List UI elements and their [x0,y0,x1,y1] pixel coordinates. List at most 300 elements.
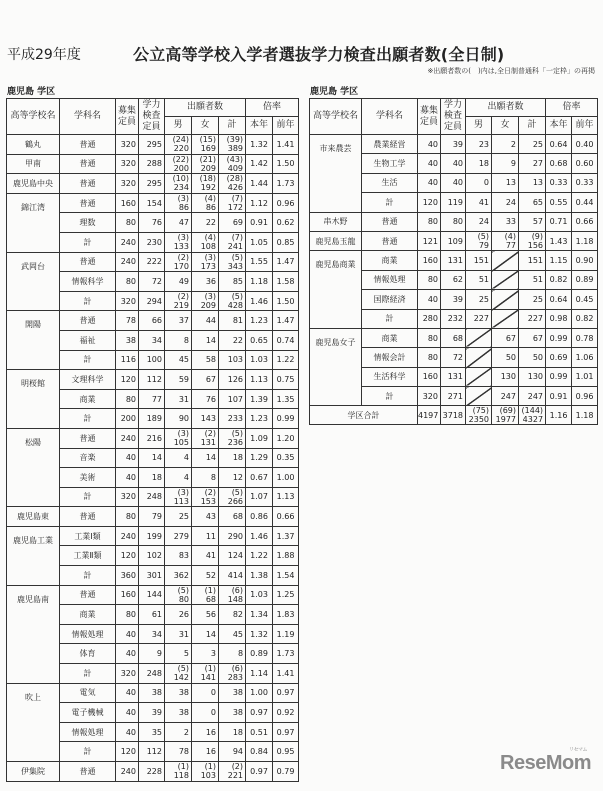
district-total-label: 学区合計 [310,406,418,425]
applicant-count: 343 [227,261,244,271]
cell-ratio-this-year: 0.71 [546,212,572,231]
quota-count: (24) [172,135,189,145]
cell-ratio-last-year: 0.97 [273,683,299,703]
cell-female: 50 [492,348,519,367]
col-school: 高等学校名 [7,99,60,135]
table-row [310,328,598,347]
col-applicants: 出願者数 [466,99,546,117]
quota-count: (7) [231,233,244,243]
cell-ratio-last-year: 1.13 [273,487,299,507]
cell-female: 58 [192,350,219,370]
cell-total: 8 [219,644,246,664]
cell-ratio-last-year: 1.73 [273,174,299,194]
cell-ratio-this-year: 1.23 [246,311,273,331]
applicant-count: 209 [200,301,216,311]
cell-male: 25 [165,507,192,527]
cell-ratio-this-year: 1.18 [246,272,273,292]
cell-capacity: 160 [418,251,441,270]
cell-exam-capacity: 34 [139,624,165,644]
year-label: 平成29年度 [7,47,81,63]
cell-ratio-this-year: 1.46 [246,291,273,311]
applicant-count: 153 [200,496,216,506]
cell-exam-capacity: 72 [441,348,466,367]
table-row [7,507,299,527]
cell-ratio-last-year: 0.96 [273,193,299,213]
cell-total: 290 [219,526,246,546]
cell-capacity: 121 [418,231,441,250]
cell-school-name: 甲南 [7,154,60,174]
cell-total [219,664,246,684]
cell-exam-capacity: 61 [139,605,165,625]
cell-exam-capacity: 3718 [441,406,466,425]
cell-female: 3 [192,644,219,664]
total-quota: (144) [521,406,544,416]
quota-count: (5) [231,429,244,439]
cell-ratio-last-year: 1.20 [273,428,299,448]
cell-male: 5 [165,644,192,664]
table-row [7,762,299,782]
quota-count: (7) [231,194,244,204]
cell-school-name: 鹿児島中央 [7,174,60,194]
cell-male: 8 [165,330,192,350]
cell-total: 25 [519,290,546,309]
col-last-year: 前年 [572,117,598,135]
cell-ratio-last-year: 0.66 [273,507,299,527]
cell-male [165,174,192,194]
cell-total: 151 [519,251,546,270]
cell-total: 25 [519,135,546,154]
cell-ratio-this-year: 0.55 [546,193,572,212]
cell-exam-capacity: 102 [139,546,165,566]
cell-male: 23 [466,135,492,154]
cell-ratio-this-year: 1.03 [246,350,273,370]
cell-capacity: 120 [116,546,139,566]
quota-count: (2) [177,292,189,302]
cell-capacity: 80 [116,605,139,625]
table-row [310,251,598,270]
cell-exam-capacity: 199 [139,526,165,546]
cell-dept-name: 計 [60,232,116,252]
cell-school-name: 鹿児島工業 [7,526,60,585]
quota-count: (2) [204,487,216,497]
cell-ratio-last-year: 0.85 [273,232,299,252]
quota-count: (1) [177,762,189,772]
cell-capacity: 40 [418,173,441,192]
cell-ratio-this-year: 1.32 [246,135,273,155]
cell-school-name: 鹿児島商業 [310,251,362,329]
cell-capacity: 320 [116,487,139,507]
cell-total [219,174,246,194]
cell-ratio-this-year: 0.97 [246,703,273,723]
cell-exam-capacity: 18 [139,468,165,488]
cell-exam-capacity: 271 [441,387,466,406]
cell-male: 90 [165,409,192,429]
cell-capacity: 160 [116,193,139,213]
cell-capacity: 80 [116,507,139,527]
female-quota: (69) [499,406,516,416]
cell-dept-name: 計 [60,742,116,762]
cell-exam-capacity: 131 [441,251,466,270]
cell-dept-name: 福祉 [60,330,116,350]
quota-count: (3) [177,429,189,439]
cell-school-name: 鹿児島南 [7,585,60,683]
cell-female [192,252,219,272]
cell-dept-name: 普通 [60,193,116,213]
cell-school-name: 開陽 [7,311,60,370]
cell-male: 26 [165,605,192,625]
cell-total: 50 [519,348,546,367]
cell-exam-capacity: 228 [139,762,165,782]
cell-capacity: 38 [116,330,139,350]
cell-ratio-last-year: 0.75 [273,370,299,390]
cell-dept-name: 商業 [60,389,116,409]
cell-dept-name: 電子機械 [60,703,116,723]
cell-ratio-last-year: 1.19 [273,624,299,644]
col-last-year: 前年 [273,117,299,135]
cell-exam-capacity: 131 [441,367,466,386]
cell-male [165,762,192,782]
applicant-count: 77 [505,241,516,251]
quota-count: (5) [177,664,189,674]
cell-capacity: 240 [116,252,139,272]
cell-female [192,291,219,311]
cell-capacity: 78 [116,311,139,331]
cell-capacity: 40 [116,448,139,468]
applicant-count: 389 [227,144,244,154]
cell-female [192,585,219,605]
cell-school-name: 鹿児島玉龍 [310,231,362,250]
cell-female [192,174,219,194]
applicant-count: 409 [227,163,244,173]
cell-dept-name: 普通 [60,252,116,272]
quota-count: (15) [199,135,216,145]
cell-ratio-last-year: 1.47 [273,252,299,272]
applicant-count: 266 [227,496,244,506]
cell-dept-name: 国際経済 [362,290,418,309]
applicant-count: 173 [200,261,216,271]
cell-exam-capacity: 40 [441,154,466,173]
cell-total [219,154,246,174]
col-female: 女 [492,117,519,135]
quota-count: (1) [204,664,216,674]
male-count: 2350 [468,415,489,425]
cell-school-name: 鹿児島女子 [310,328,362,406]
cell-total: 65 [519,193,546,212]
cell-male [165,291,192,311]
cell-total: 130 [519,367,546,386]
cell-ratio-this-year: 0.82 [546,270,572,289]
cell-ratio-this-year: 1.38 [246,566,273,586]
cell-male: 18 [466,154,492,173]
cell-exam-capacity: 189 [139,409,165,429]
cell-total: 124 [219,546,246,566]
cell-exam-capacity: 35 [139,722,165,742]
cell-male: 362 [165,566,192,586]
cell-ratio-this-year: 0.86 [246,507,273,527]
cell-ratio-last-year: 0.66 [572,212,598,231]
cell-female: 0 [192,683,219,703]
cell-total [219,291,246,311]
quota-count: (5) [177,585,189,595]
cell-ratio-this-year: 0.67 [246,468,273,488]
table-row [7,154,299,174]
cell-male-na [466,367,492,386]
cell-total [519,406,546,425]
applicant-count: 141 [200,673,216,683]
cell-dept-name: 計 [60,291,116,311]
cell-capacity: 80 [418,328,441,347]
cell-ratio-last-year: 0.45 [572,290,598,309]
applicant-count: 428 [227,301,244,311]
cell-exam-capacity: 248 [139,487,165,507]
cell-ratio-last-year: 0.99 [273,409,299,429]
cell-capacity: 80 [418,270,441,289]
table-row [7,135,299,155]
col-this-year: 本年 [246,117,273,135]
total-count: 4327 [522,415,544,425]
left-region-label: 鹿児島 学区 [7,87,56,97]
col-total: 計 [219,117,246,135]
cell-school-name: 鶴丸 [7,135,60,155]
cell-dept-name: 生物工学 [362,154,418,173]
cell-male: 38 [165,703,192,723]
cell-exam-capacity: 40 [441,173,466,192]
cell-ratio-this-year: 0.33 [546,173,572,192]
table-row [7,370,299,390]
applicant-count: 236 [227,438,244,448]
cell-exam-capacity: 66 [139,311,165,331]
cell-capacity: 160 [418,367,441,386]
cell-male: 49 [165,272,192,292]
cell-dept-name: 計 [362,193,418,212]
cell-ratio-this-year: 1.29 [246,448,273,468]
cell-ratio-this-year: 0.89 [246,644,273,664]
cell-ratio-this-year: 1.23 [246,409,273,429]
col-ratio: 倍率 [246,99,299,117]
cell-male [165,154,192,174]
applicant-count: 133 [173,242,189,252]
cell-capacity: 40 [116,624,139,644]
col-male: 男 [466,117,492,135]
cell-male: 45 [165,350,192,370]
resemom-logo [500,747,591,775]
cell-exam-capacity: 9 [139,644,165,664]
page-title: 公立高等学校入学者選抜学力検査出願者数(全日制) [133,45,505,64]
cell-capacity: 80 [116,272,139,292]
cell-ratio-last-year: 0.89 [572,270,598,289]
cell-dept-name: 普通 [60,428,116,448]
cell-female [192,193,219,213]
cell-ratio-this-year: 1.09 [246,428,273,448]
cell-female [192,664,219,684]
cell-exam-capacity: 79 [139,507,165,527]
cell-ratio-last-year: 1.25 [273,585,299,605]
cell-total: 13 [519,173,546,192]
cell-exam-capacity: 119 [441,193,466,212]
table-row [7,683,299,703]
cell-capacity: 320 [116,174,139,194]
quota-count: (6) [231,585,244,595]
applicant-count: 86 [178,203,189,213]
cell-exam-capacity: 39 [441,290,466,309]
cell-capacity: 320 [116,291,139,311]
cell-dept-name: 計 [60,566,116,586]
cell-ratio-last-year: 0.35 [273,448,299,468]
cell-dept-name: 理数 [60,213,116,233]
cell-ratio-this-year: 0.91 [246,213,273,233]
cell-ratio-last-year: 1.22 [273,350,299,370]
quota-count: (1) [204,585,216,595]
quota-count: (3) [177,194,189,204]
col-school: 高等学校名 [310,99,362,135]
applicant-count: 68 [205,594,216,604]
cell-total [219,135,246,155]
cell-dept-name: 計 [60,664,116,684]
cell-female: 0 [192,703,219,723]
cell-female: 11 [192,526,219,546]
cell-female: 33 [492,212,519,231]
cell-male: 31 [165,389,192,409]
cell-capacity: 280 [418,309,441,328]
cell-male: 2 [165,722,192,742]
cell-dept-name: 商業 [362,328,418,347]
cell-exam-capacity: 301 [139,566,165,586]
cell-exam-capacity: 294 [139,291,165,311]
cell-school-name: 伊集院 [7,762,60,782]
cell-ratio-last-year: 1.06 [572,348,598,367]
cell-exam-capacity: 39 [139,703,165,723]
cell-capacity: 200 [116,409,139,429]
cell-capacity: 80 [116,389,139,409]
cell-female: 13 [492,173,519,192]
cell-ratio-this-year: 0.99 [546,367,572,386]
quota-count: (22) [172,154,189,164]
cell-school-name: 武岡台 [7,252,60,311]
quota-count: (21) [199,154,216,164]
cell-ratio-this-year: 1.13 [246,370,273,390]
cell-dept-name: 計 [362,309,418,328]
cell-dept-name: 普通 [60,135,116,155]
cell-capacity: 320 [418,387,441,406]
applicant-count: 200 [173,163,189,173]
cell-ratio-last-year: 0.40 [572,135,598,154]
cell-ratio-last-year: 0.79 [273,762,299,782]
cell-total: 94 [219,742,246,762]
cell-total: 22 [219,330,246,350]
col-dept: 学科名 [60,99,116,135]
cell-ratio-last-year: 0.82 [572,309,598,328]
cell-dept-name: 美術 [60,468,116,488]
cell-exam-capacity: 14 [139,448,165,468]
cell-female: 36 [192,272,219,292]
cell-total: 27 [519,154,546,173]
cell-total: 68 [219,507,246,527]
cell-total: 107 [219,389,246,409]
cell-school-name: 串木野 [310,212,362,231]
quota-count: (28) [226,174,244,184]
quota-count: (3) [177,487,189,497]
cell-female [192,428,219,448]
cell-ratio-last-year: 1.47 [273,311,299,331]
applicant-count: 283 [227,673,244,683]
cell-ratio-last-year: 0.97 [273,722,299,742]
cell-ratio-this-year: 1.32 [246,624,273,644]
cell-total: 18 [219,448,246,468]
cell-capacity: 80 [418,348,441,367]
col-this-year: 本年 [546,117,572,135]
cell-ratio-last-year: 1.41 [273,664,299,684]
cell-ratio-this-year: 1.16 [546,406,572,425]
cell-ratio-last-year: 0.78 [572,328,598,347]
cell-capacity: 240 [116,526,139,546]
applicant-count: 86 [205,203,216,213]
col-female: 女 [192,117,219,135]
cell-exam-capacity: 77 [139,389,165,409]
quota-count: (5) [477,232,489,242]
cell-female: 8 [192,468,219,488]
cell-ratio-this-year: 0.91 [546,387,572,406]
applicant-count: 80 [178,594,189,604]
table-row [7,428,299,448]
cell-total [519,231,546,250]
cell-total [219,252,246,272]
cell-female: 56 [192,605,219,625]
quota-count: (43) [226,154,244,164]
cell-dept-name: 普通 [362,231,418,250]
applicant-count: 113 [173,496,189,506]
cell-total: 82 [219,605,246,625]
cell-exam-capacity: 38 [139,683,165,703]
cell-total [219,487,246,507]
cell-capacity: 40 [418,154,441,173]
table-row [310,212,598,231]
logo-text: ReseMom [500,752,591,774]
cell-capacity: 360 [116,566,139,586]
cell-exam-capacity: 80 [441,212,466,231]
quota-count: (9) [531,232,544,242]
cell-male [466,231,492,250]
cell-capacity: 240 [116,428,139,448]
cell-capacity: 240 [116,232,139,252]
cell-capacity: 320 [116,135,139,155]
cell-female: 247 [492,387,519,406]
cell-capacity: 240 [116,762,139,782]
cell-male [165,428,192,448]
cell-dept-name: 計 [60,350,116,370]
cell-capacity: 116 [116,350,139,370]
applicant-count: 192 [200,183,216,193]
cell-exam-capacity: 62 [441,270,466,289]
cell-male: 0 [466,173,492,192]
cell-exam-capacity: 230 [139,232,165,252]
cell-female: 2 [492,135,519,154]
cell-ratio-last-year: 1.01 [572,367,598,386]
cell-male: 51 [466,270,492,289]
cell-capacity: 4197 [418,406,441,425]
cell-exam-capacity: 295 [139,135,165,155]
cell-ratio-this-year: 1.12 [246,193,273,213]
quota-count: (6) [231,664,244,674]
cell-male: 151 [466,251,492,270]
applicant-count: 131 [200,438,216,448]
quota-count: (4) [204,194,216,204]
cell-female: 130 [492,367,519,386]
cell-female [192,487,219,507]
cell-ratio-last-year: 0.33 [572,173,598,192]
cell-ratio-this-year: 0.64 [546,290,572,309]
cell-female: 16 [192,742,219,762]
cell-total: 69 [219,213,246,233]
